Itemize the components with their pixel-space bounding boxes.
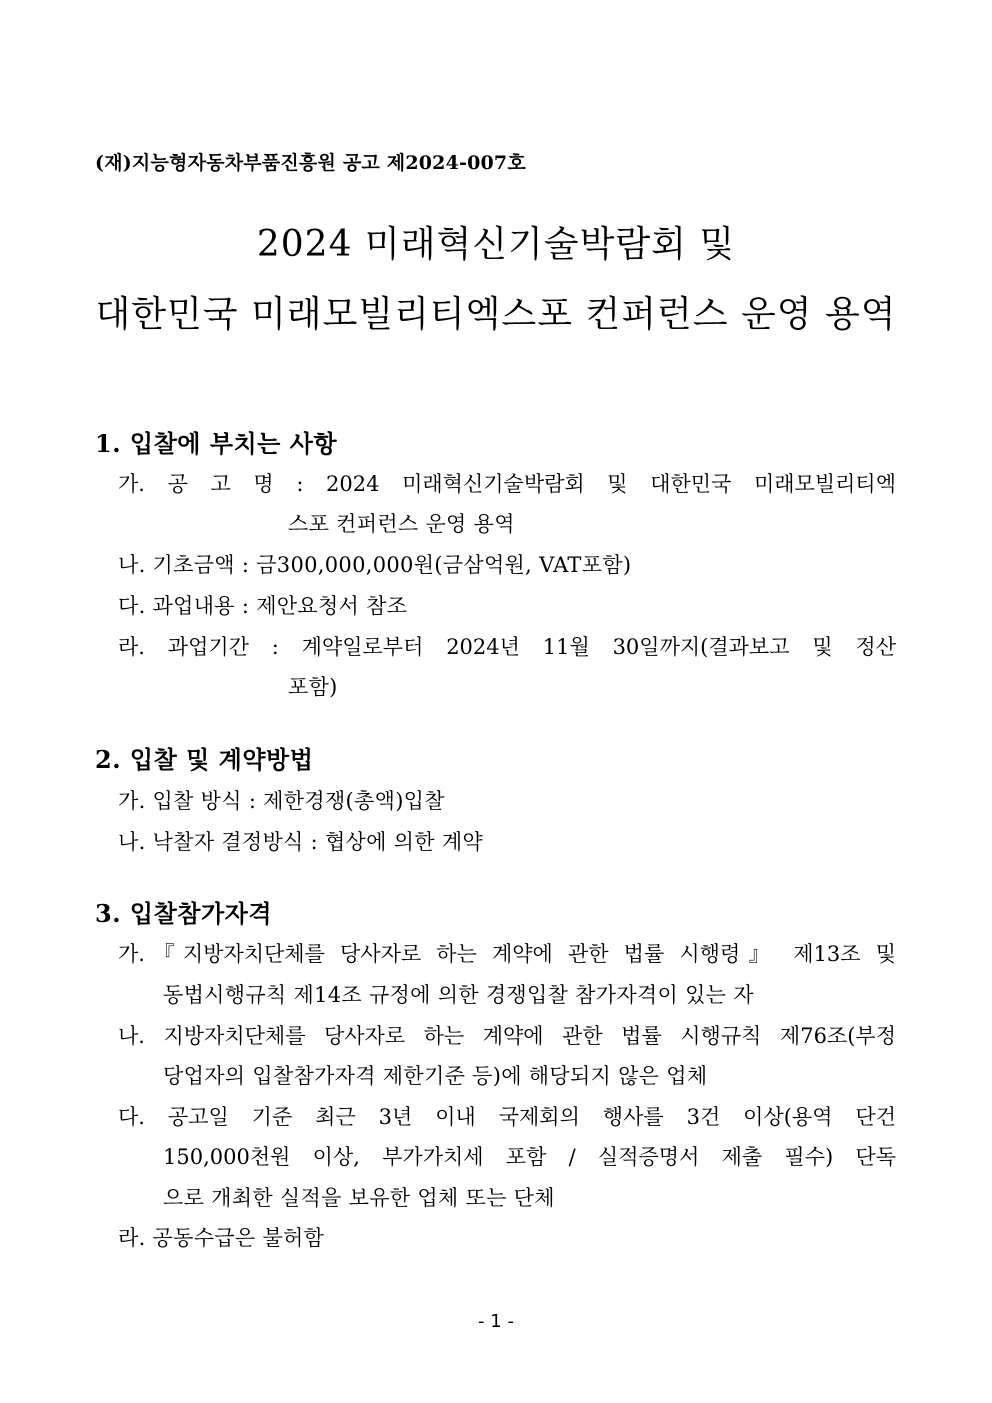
section-1-item-d-line-2: 포함) <box>288 675 338 699</box>
section-2-item-a: 가. 입찰 방식 : 제한경쟁(총액)입찰 <box>118 789 445 813</box>
section-3-item-d: 라. 공동수급은 불허함 <box>118 1226 325 1250</box>
section-3-item-c-line-1: 다. 공고일 기준 최근 3년 이내 국제회의 행사를 3건 이상(용역 단건 <box>118 1105 896 1129</box>
title-line-2: 대한민국 미래모빌리티엑스포 컨퍼런스 운영 용역 <box>95 294 897 335</box>
section-3-item-a-line-2: 동법시행규칙 제14조 규정에 의한 경쟁입찰 참가자격이 있는 자 <box>163 983 754 1007</box>
section-3-item-b-line-1: 나. 지방자치단체를 당사자로 하는 계약에 관한 법률 시행규칙 제76조(부정 <box>118 1024 896 1048</box>
section-1-item-a-line-1: 가. 공 고 명 : 2024 미래혁신기술박람회 및 대한민국 미래모빌리티엑 <box>118 472 896 496</box>
title-line-1: 2024 미래혁신기술박람회 및 <box>256 224 736 265</box>
section-1-item-a-line-2: 스포 컨퍼런스 운영 용역 <box>288 512 515 536</box>
section-2-item-b: 나. 낙찰자 결정방식 : 협상에 의한 계약 <box>118 830 483 854</box>
page-number: - 1 - <box>478 1311 514 1332</box>
section-3-heading: 3. 입찰참가자격 <box>95 899 273 928</box>
section-3-item-c-line-2: 150,000천원 이상, 부가가치세 포함 / 실적증명서 제출 필수) 단독 <box>163 1145 896 1169</box>
section-1-item-d-line-1: 라. 과업기간 : 계약일로부터 2024년 11월 30일까지(결과보고 및 정산 <box>118 635 896 659</box>
section-3-item-c-line-3: 으로 개최한 실적을 보유한 업체 또는 단체 <box>163 1186 555 1210</box>
notice-number: (재)지능형자동차부품진흥원 공고 제2024-007호 <box>95 152 526 174</box>
section-3-item-a-line-1: 가.『지방자치단체를 당사자로 하는 계약에 관한 법률 시행령』 제13조 및 <box>118 942 896 966</box>
section-1-heading: 1. 입찰에 부치는 사항 <box>95 429 338 458</box>
section-1-item-b: 나. 기초금액 : 금300,000,000원(금삼억원, VAT포함) <box>118 553 632 577</box>
section-1-item-c: 다. 과업내용 : 제안요청서 참조 <box>118 594 408 618</box>
section-3-item-b-line-2: 당업자의 입찰참가자격 제한기준 등)에 해당되지 않은 업체 <box>163 1064 708 1088</box>
section-2-heading: 2. 입찰 및 계약방법 <box>95 745 314 774</box>
